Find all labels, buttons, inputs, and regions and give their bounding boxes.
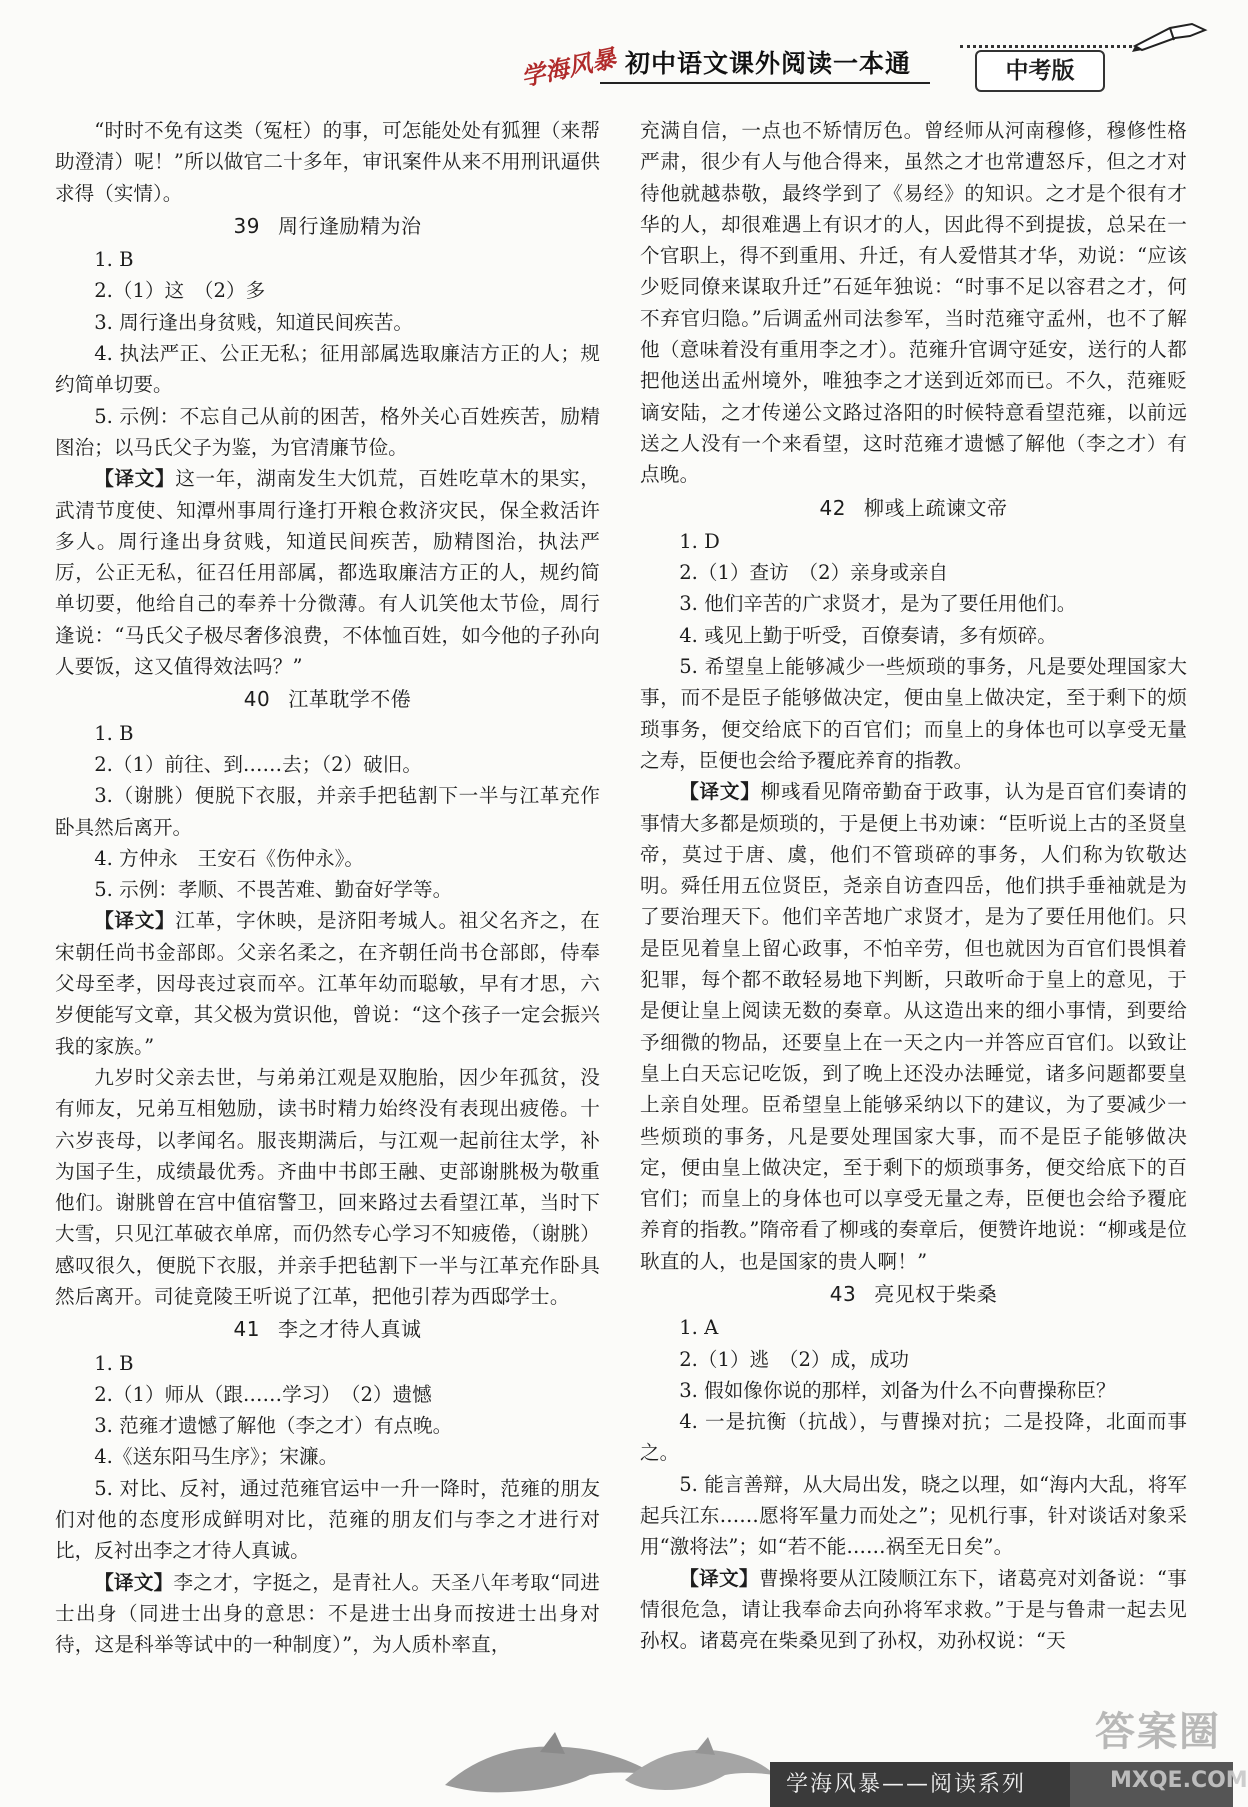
answer-item: 1. A [679, 1316, 719, 1340]
right-column [640, 115, 1187, 1657]
answer-item: 1. D [679, 529, 720, 553]
edition-badge: 中考版 [975, 50, 1105, 92]
answer-item: 2.（1）逃 （2）成，成功 [679, 1347, 909, 1371]
series-banner: 学海风暴——阅读系列 [770, 1762, 1070, 1807]
translation-paragraph: 【译文】这一年，湖南发生大饥荒，百姓吃草木的果实，武清节度使、知潭州事周行逢打开粮仓救济灾民，保全救活许多人。周行逢出身贫贱，知道民间疾苦，励精图治，执法严厉，公正无私，征召任用部属，都选取廉洁方正的人，规约简单切要，他给自己的奉养十分微薄。有人讥笑他太节俭，周行逢说：“马氏父子极尽奢侈浪费，不体恤百姓，如今他的子孙向人要饭，这又值得效法吗？” [55, 467, 600, 679]
translation-paragraph: 【译文】李之才，字挺之，是青社人。天圣八年考取“同进士出身（同进士出身的意思：不是进士出身而按进士出身对待，这是科举等试中的一种制度）”，为人质朴率直， [55, 1570, 600, 1657]
answer-item: 2.（1）前往、到……去；（2）破旧。 [94, 752, 422, 776]
translation-paragraph: 九岁时父亲去世，与弟弟江观是双胞胎，因少年孤贫，没有师友，兄弟互相勉励，读书时精力始终没有表现出疲倦。十六岁丧母，以孝闻名。服丧期满后，与江观一起前往太学，补为国子生，成绩最优秀。齐曲中书郎王融、吏部谢朓极为敬重他们。谢朓曾在宫中值宿警卫，回来路过去看望江革，当时下大雪，只见江革破衣单席，而仍然专心学习不知疲倦，（谢朓）感叹很久，便脱下衣服，并亲手把毡割下一半与江革充作卧具然后离开。司徒竟陵王听说了江革，把他引荐为西邸学士。 [55, 1065, 600, 1308]
answer-item: 4. 方仲永 王安石《伤仲永》。 [94, 846, 365, 870]
watermark-logo: 答案圈 [1095, 1709, 1221, 1755]
answer-item: 2.（1）这 （2）多 [94, 279, 266, 303]
translation-paragraph: 【译文】江革，字休映，是济阳考城人。祖父名齐之，在宋朝任尚书金部郎。父亲名柔之，在齐朝任尚书仓部郎，侍奉父母至孝，因母丧过哀而卒。江革年幼而聪敏，早有才思，六岁便能写文章，其父极为赏识他，曾说：“这个孩子一定会振兴我的家族。” [55, 909, 600, 1058]
answer-item: 5. 示例：不忘自己从前的困苦，格外关心百姓疾苦，励精图治；以马氏父子为鉴，为官清廉节俭。 [55, 404, 600, 459]
pen-hand-icon [1130, 16, 1210, 56]
translation-paragraph: 【译文】曹操将要从江陵顺江东下，诸葛亮对刘备说：“事情很危急，请让我奉命去向孙将军求救。”于是与鲁肃一起去见孙权。诸葛亮在柴桑见到了孙权，劝孙权说：“天 [640, 1566, 1187, 1653]
answer-item: 4. 彧见上勤于听受，百僚奏请，多有烦碎。 [679, 623, 1057, 647]
answer-item: 5. 对比、反衬，通过范雍官运中一升一降时，范雍的朋友们对他的态度形成鲜明对比，范雍的朋友们与李之才进行对比，反衬出李之才待人真诚。 [55, 1476, 600, 1563]
answer-item: 3. 范雍才遗憾了解他（李之才）有点晚。 [94, 1414, 453, 1438]
answer-item: 1. B [94, 721, 134, 745]
answer-item: 4. 执法严正、公正无私；征用部属选取廉洁方正的人；规约简单切要。 [55, 342, 600, 397]
section-title-40: 40 江革耽学不倦 [243, 687, 412, 712]
section-title-43: 43 亮见权于柴桑 [829, 1281, 998, 1306]
answer-item: 4.《送东阳马生序》；宋濂。 [94, 1445, 339, 1469]
answer-item: 5. 希望皇上能够减少一些烦琐的事务，凡是要处理国家大事，而不是臣子能够做决定，便由皇上做决定，至于剩下的烦琐事务，便交给底下的百官们；而皇上的身体也可以享受无量之寿，臣便也会给予覆庇养育的指教。 [640, 655, 1187, 772]
answer-item: 3.（谢朓）便脱下衣服，并亲手把毡割下一半与江革充作卧具然后离开。 [55, 784, 600, 839]
page-footer [0, 1700, 1248, 1807]
answer-item: 3. 他们辛苦的广求贤才，是为了要任用他们。 [679, 592, 1077, 616]
answer-item: 1. B [94, 1351, 134, 1375]
section-title-42: 42 柳彧上疏谏文帝 [819, 495, 1008, 520]
section-title-39: 39 周行逢励精为治 [233, 213, 422, 238]
dolphin-decoration-icon [620, 1735, 780, 1795]
answer-item: 2.（1）查访 （2）亲身或亲自 [679, 561, 949, 585]
watermark-url: MXQE.COM [1110, 1768, 1248, 1793]
answer-item: 3. 假如像你说的那样，刘备为什么不向曹操称臣？ [679, 1378, 1116, 1402]
translation-paragraph: 【译文】柳彧看见隋帝勤奋于政事，认为是百官们奏请的事情大多都是烦琐的，于是便上书劝谏：“臣听说上古的圣贤皇帝，莫过于唐、虞，他们不管琐碎的事务，人们称为钦敬达明。舜任用五位贤臣，尧亲自访查四岳，他们拱手垂袖就是为了要治理天下。他们辛苦地广求贤才，是为了要任用他们。只是臣见着皇上留心政事，不怕辛劳，但也就因为百官们畏惧着犯罪，每个都不敢轻易地下判断，只敢听命于皇上的意见，于是便让皇上阅读无数的奏章。从这造出来的细小事情，到要给予细微的物品，还要皇上在一天之内一并答应百官们。以致让皇上白天忘记吃饭，到了晚上还没办法睡觉，诸多问题都要皇上亲自处理。臣希望皇上能够采纳以下的建议，为了要减少一些烦琐的事务，凡是要处理国家大事，而不是臣子能够做决定，便由皇上做决定，至于剩下的烦琐事务，便交给底下的百官们；而皇上的身体也可以享受无量之寿，臣便也会给予覆庇养育的指教。”隋帝看了柳彧的奏章后，便赞许地说：“柳彧是位耿直的人，也是国家的贵人啊！” [640, 780, 1187, 1273]
brand-logo: 学海风暴 [518, 44, 619, 92]
answer-item: 5. 能言善辩，从大局出发，晓之以理，如“海内大乱，将军起兵江东……愿将军量力而处之”；见机行事，针对谈话对象采用“激将法”；如“若不能……祸至无日矣”。 [640, 1472, 1187, 1559]
answer-item: 1. B [94, 248, 134, 272]
answer-item: 4. 一是抗衡（抗战），与曹操对抗；二是投降，北面而事之。 [640, 1410, 1187, 1465]
page-header [0, 0, 1233, 100]
answer-item: 3. 周行逢出身贫贱，知道民间疾苦。 [94, 310, 414, 334]
book-title: 初中语文课外阅读一本通 [625, 49, 912, 78]
intro-paragraph: “时时不免有这类（冤枉）的事，可怎能处处有狐狸（来帮助澄清）呢！”所以做官二十多年，审讯案件从来不用刑讯逼供求得（实情）。 [55, 119, 600, 205]
left-column [55, 115, 600, 1661]
header-rule [600, 82, 930, 84]
answer-item: 2.（1）师从（跟……学习） （2）遗憾 [94, 1382, 432, 1406]
translation-continuation: 充满自信，一点也不矫情厉色。曾经师从河南穆修，穆修性格严肃，很少有人与他合得来，虽然之才也常遭怒斥，但之才对待他就越恭敬，最终学到了《易经》的知识。之才是个很有才华的人，却很难遇上有识才的人，因此得不到提拔，总呆在一个官职上，得不到重用、升迁，有人爱惜其才华，劝说：“应该少贬同僚来谋取升迁”石延年独说：“时事不足以容君之才，何不弃官归隐。”后调孟州司法参军，当时范雍守孟州，也不了解他（意味着没有重用李之才）。范雍升官调守延安，送行的人都把他送出孟州境外，唯独李之才送到近郊而已。不久，范雍贬谪安陆，之才传递公文路过洛阳的时候特意看望范雍，以前远送之人没有一个来看望，这时范雍才遗憾了解他（李之才）有点晚。 [640, 119, 1187, 487]
header-dotted-rule [960, 45, 1150, 48]
section-title-41: 41 李之才待人真诚 [233, 1317, 422, 1342]
answer-item: 5. 示例：孝顺、不畏苦难、勤奋好学等。 [94, 878, 453, 902]
